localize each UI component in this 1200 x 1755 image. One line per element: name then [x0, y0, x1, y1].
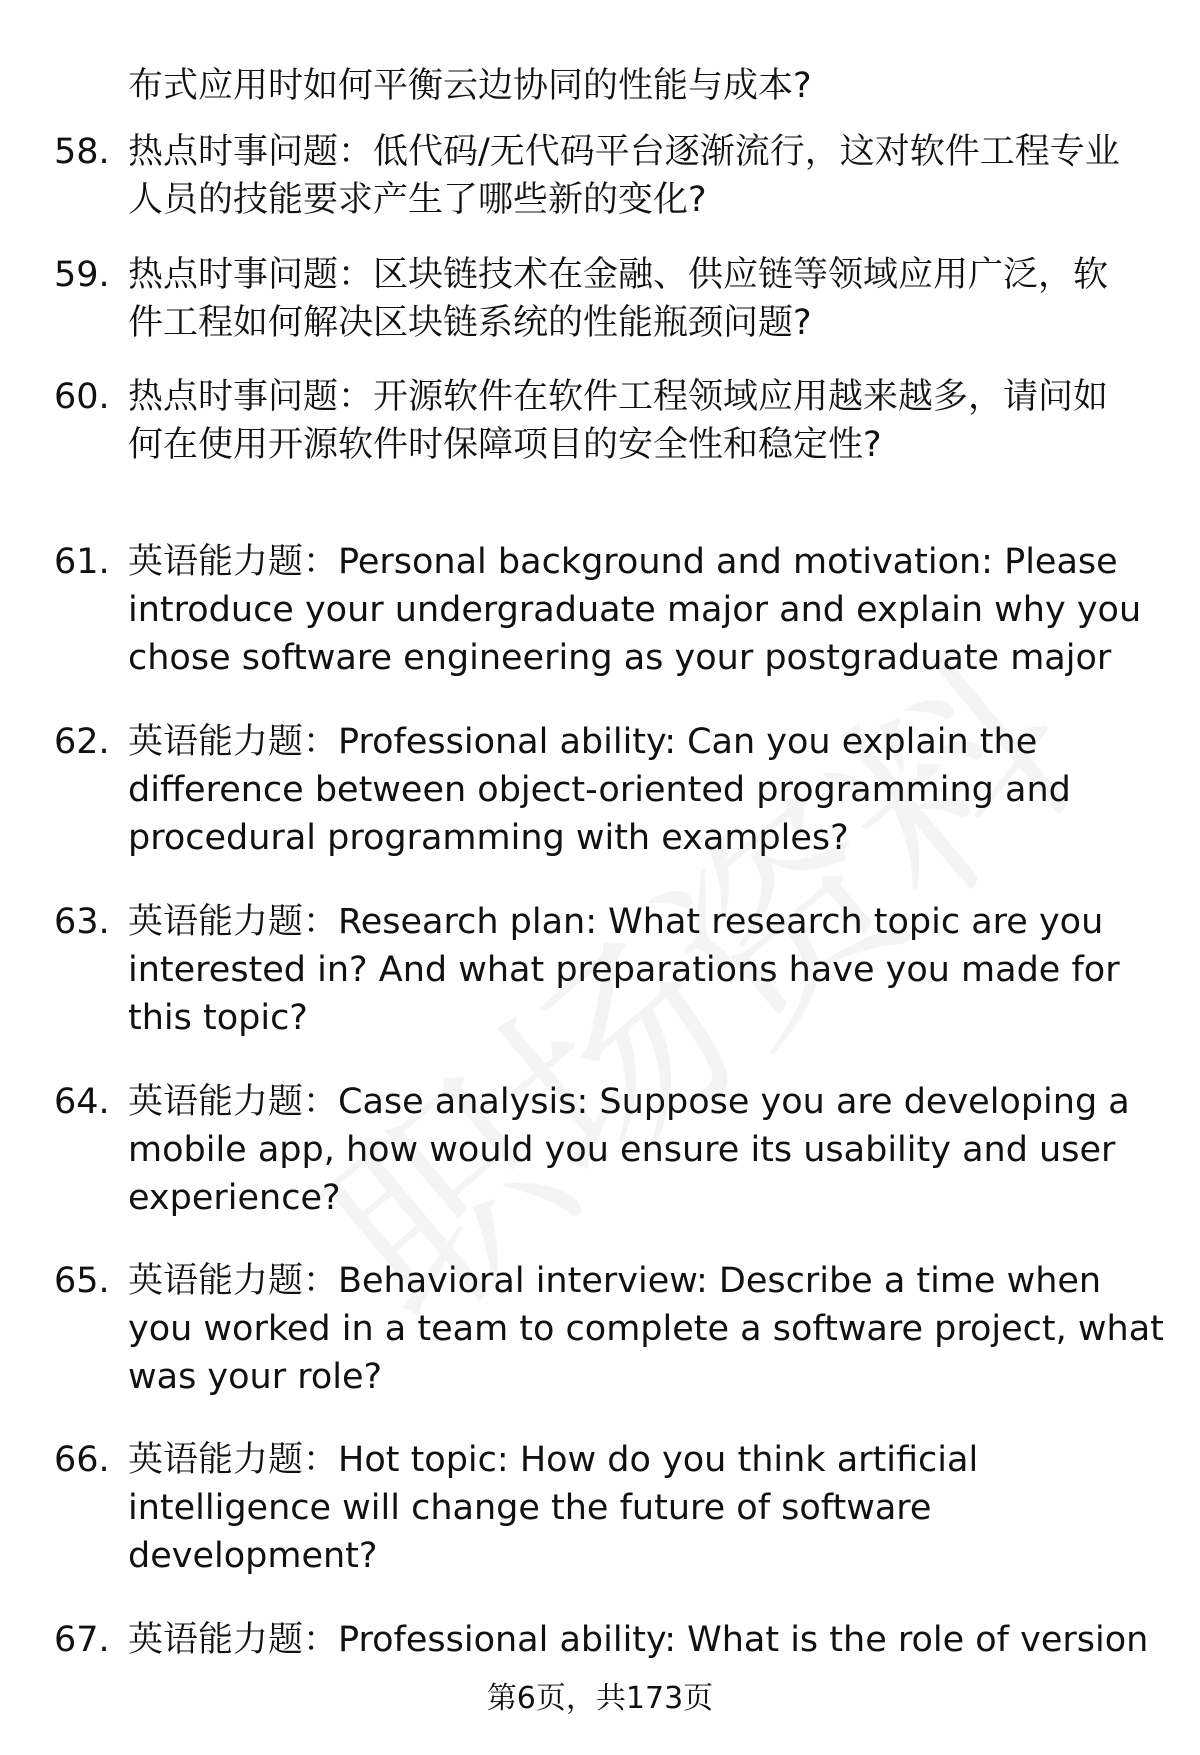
question-line: development? [128, 1536, 378, 1576]
question-number: 63. [54, 902, 110, 942]
question-line: you worked in a team to complete a software project, what [128, 1309, 1164, 1349]
question-number: 67. [54, 1620, 110, 1660]
question-line: 热点时事问题：开源软件在软件工程领域应用越来越多，请问如 [128, 377, 1109, 417]
question-line: 人员的技能要求产生了哪些新的变化? [128, 180, 707, 220]
question-number: 60. [54, 377, 110, 417]
question-line: 英语能力题：Behavioral interview: Describe a time when [128, 1261, 1102, 1301]
question-line: 热点时事问题：区块链技术在金融、供应链等领域应用广泛，软 [128, 255, 1109, 295]
question-text [128, 1616, 1148, 1664]
question-number: 65. [54, 1261, 110, 1301]
question-line: interested in? And what preparations have you made for [128, 950, 1120, 990]
question-line: 英语能力题：Research plan: What research topic are you [128, 902, 1104, 942]
question-line: 英语能力题：Professional ability: What is the role of version [128, 1620, 1149, 1660]
question-line: difference between object-oriented programming and [128, 770, 1071, 810]
question-line: 英语能力题：Case analysis: Suppose you are developing a [128, 1082, 1130, 1122]
continued-question-line: 布式应用时如何平衡云边协同的性能与成本? [128, 66, 812, 106]
question-line: 英语能力题：Professional ability: Can you explain the [128, 722, 1038, 762]
question-line: 热点时事问题：低代码/无代码平台逐渐流行，这对软件工程专业 [128, 132, 1120, 172]
question-number: 64. [54, 1082, 110, 1122]
question-text [128, 898, 1148, 1042]
question-line: 件工程如何解决区块链系统的性能瓶颈问题? [128, 303, 812, 343]
question-number: 62. [54, 722, 110, 762]
question-text [128, 1436, 1148, 1580]
question-line: this topic? [128, 998, 308, 1038]
question-text [128, 373, 1148, 469]
question-line: mobile app, how would you ensure its usability and user [128, 1130, 1116, 1170]
question-line: was your role? [128, 1357, 383, 1397]
question-text [128, 128, 1148, 224]
question-text [128, 538, 1148, 682]
question-line: introduce your undergraduate major and explain why you [128, 590, 1142, 630]
question-line: procedural programming with examples? [128, 818, 849, 858]
question-text [128, 251, 1148, 347]
question-line: 英语能力题：Personal background and motivation: Please [128, 542, 1118, 582]
question-number: 61. [54, 542, 110, 582]
question-number: 59. [54, 255, 110, 295]
question-text [128, 718, 1148, 862]
question-line: intelligence will change the future of software [128, 1488, 932, 1528]
question-number: 58. [54, 132, 110, 172]
question-text [128, 1078, 1148, 1222]
question-line: 何在使用开源软件时保障项目的安全性和稳定性? [128, 425, 882, 465]
question-text [128, 1257, 1164, 1401]
question-line: 英语能力题：Hot topic: How do you think artificial [128, 1440, 979, 1480]
question-line: chose software engineering as your postgraduate major [128, 638, 1112, 678]
question-line: experience? [128, 1178, 341, 1218]
page-number-footer: 第6页，共173页 [486, 1681, 714, 1716]
question-number: 66. [54, 1440, 110, 1480]
